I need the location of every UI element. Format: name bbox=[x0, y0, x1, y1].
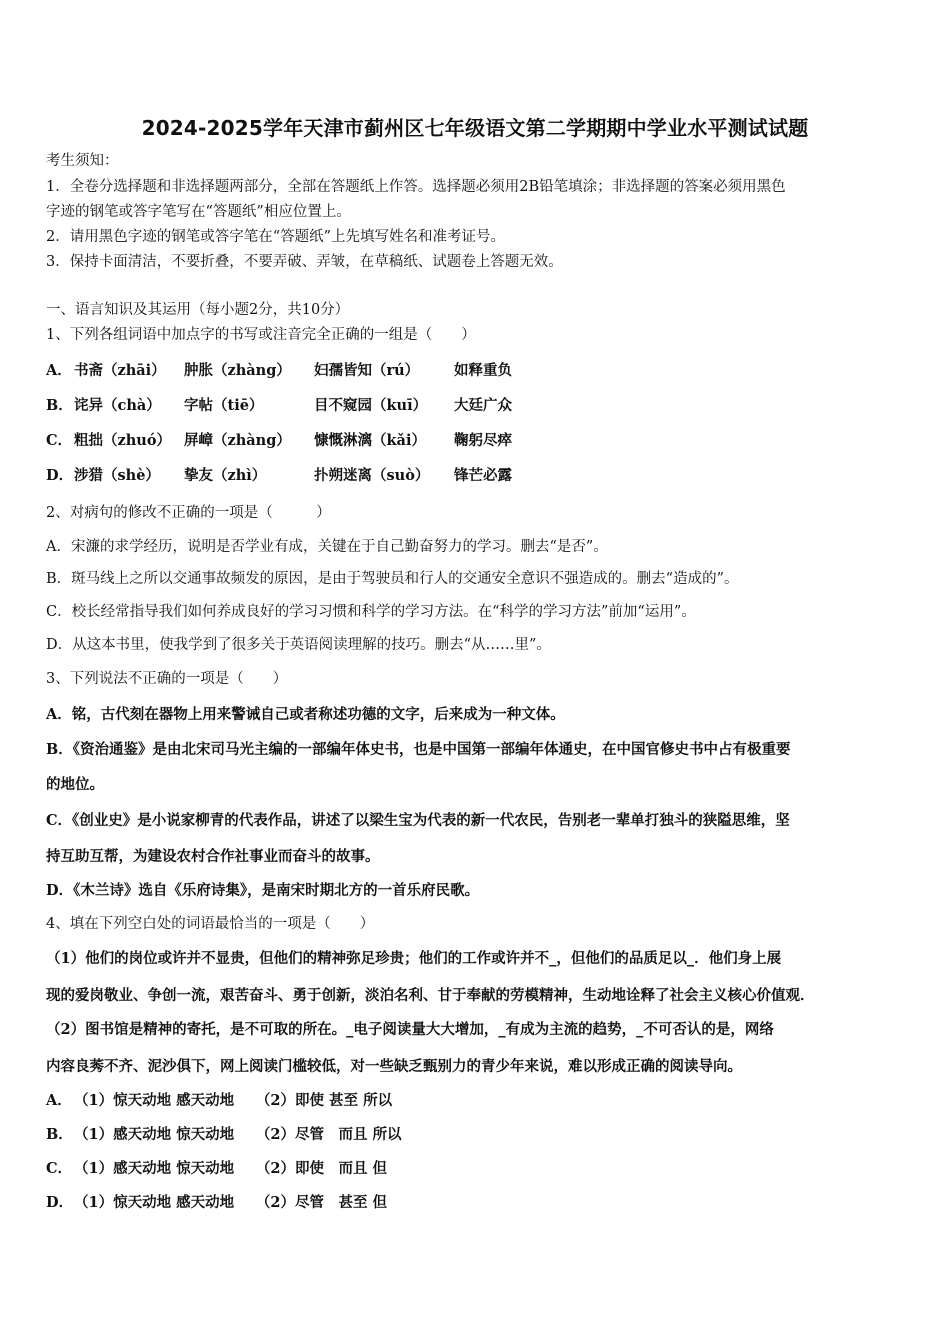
option-text: （1）惊天动地 感天动地 （2）尽管 甚至 但 bbox=[74, 1194, 388, 1211]
word-3: 扑朔迷离（suò） bbox=[314, 467, 430, 484]
option-letter: B． bbox=[46, 1126, 73, 1143]
word-2: 字帖（tiē） bbox=[184, 397, 264, 414]
q3-option-d: D．《木兰诗》选自《乐府诗集》，是南宋时期北方的一首乐府民歌。 bbox=[46, 882, 480, 899]
word-4: 鞠躬尽瘁 bbox=[454, 432, 512, 449]
q1-option-b bbox=[46, 396, 512, 416]
option-text: （1）惊天动地 感天动地 （2）即使 甚至 所以 bbox=[74, 1092, 393, 1109]
word-1: 粗拙（zhuó） bbox=[74, 432, 171, 449]
q4-passage-1-cont: 现的爱岗敬业、争创一流，艰苦奋斗、勇于创新，淡泊名利、甘于奉献的劳模精神，生动地诠释了社会主义核心价值观． bbox=[46, 987, 815, 1004]
notice-heading: 考生须知： bbox=[46, 153, 119, 169]
word-2: 挚友（zhì） bbox=[184, 467, 267, 484]
word-4: 如释重负 bbox=[454, 362, 512, 379]
q3-stem: 3、下列说法不正确的一项是（ ） bbox=[46, 671, 288, 687]
word-4: 锋芒必露 bbox=[454, 467, 512, 484]
word-1: 诧异（chà） bbox=[74, 397, 161, 414]
word-3: 妇孺皆知（rú） bbox=[314, 362, 420, 379]
q3-option-c-cont: 持互助互帮，为建设农村合作社事业而奋斗的故事。 bbox=[46, 848, 380, 865]
page-title: 2024-2025学年天津市蓟州区七年级语文第二学期期中学业水平测试试题 bbox=[141, 116, 809, 140]
q4-passage-2-cont: 内容良莠不齐、泥沙俱下，网上阅读门槛较低，对一些缺乏甄别力的青少年来说，难以形成正确的阅读导向。 bbox=[46, 1058, 742, 1075]
word-4: 大廷广众 bbox=[454, 397, 512, 414]
q4-option-c bbox=[46, 1159, 387, 1179]
word-1: 书斋（zhāi） bbox=[74, 362, 166, 379]
option-letter: A． bbox=[46, 362, 72, 379]
q4-option-a bbox=[46, 1091, 392, 1111]
notice-item-1-cont: 字迹的钢笔或答字笔写在“答题纸”相应位置上。 bbox=[46, 204, 351, 220]
word-3: 慷慨淋漓（kǎi） bbox=[314, 432, 426, 449]
option-letter: C． bbox=[46, 1160, 73, 1177]
q4-passage-2: （2）图书馆是精神的寄托，是不可取的所在。_电子阅读量大大增加，_有成为主流的趋势，_不可否认的是，网络 bbox=[46, 1021, 774, 1038]
option-text: （1）感天动地 惊天动地 （2）尽管 而且 所以 bbox=[74, 1126, 402, 1143]
option-text: （1）感天动地 惊天动地 （2）即使 而且 但 bbox=[74, 1160, 388, 1177]
option-letter: D． bbox=[46, 467, 74, 484]
q4-option-d bbox=[46, 1193, 387, 1213]
option-letter: B． bbox=[46, 397, 73, 414]
word-2: 肿胀（zhàng） bbox=[184, 362, 291, 379]
q1-option-d bbox=[46, 466, 512, 486]
q1-option-c bbox=[46, 431, 512, 451]
q4-stem: 4、填在下列空白处的词语最恰当的一项是（ ） bbox=[46, 916, 375, 932]
q2-option-c: C．校长经常指导我们如何养成良好的学习习惯和科学的学习方法。在“科学的学习方法”前加“运用”。 bbox=[46, 604, 696, 620]
q1-stem: 1、下列各组词语中加点字的书写或注音完全正确的一组是（ ） bbox=[46, 327, 476, 343]
q2-option-b: B．斑马线上之所以交通事故频发的原因，是由于驾驶员和行人的交通安全意识不强造成的。删去“造成的”。 bbox=[46, 571, 739, 587]
q2-option-d: D．从这本书里，使我学到了很多关于英语阅读理解的技巧。删去“从……里”。 bbox=[46, 637, 551, 653]
q3-option-a: A．铭，古代刻在器物上用来警诫自己或者称述功德的文字，后来成为一种文体。 bbox=[46, 706, 565, 723]
section-heading: 一、语言知识及其运用（每小题2分，共10分） bbox=[46, 302, 350, 318]
q2-option-a: A．宋濂的求学经历，说明是否学业有成，关键在于自己勤奋努力的学习。删去“是否”。 bbox=[46, 539, 608, 555]
option-letter: A． bbox=[46, 1092, 72, 1109]
q1-option-a bbox=[46, 361, 512, 381]
word-1: 涉猎（shè） bbox=[74, 467, 160, 484]
q3-option-b-cont: 的地位。 bbox=[46, 776, 104, 793]
notice-item-3: 3．保持卡面清洁，不要折叠，不要弄破、弄皱，在草稿纸、试题卷上答题无效。 bbox=[46, 254, 563, 270]
option-letter: D． bbox=[46, 1194, 74, 1211]
word-3: 目不窥园（kuī） bbox=[314, 397, 428, 414]
q3-option-b: B．《资治通鉴》是由北宋司马光主编的一部编年体史书，也是中国第一部编年体通史，在中国官修史书中占有极重要 bbox=[46, 741, 791, 758]
word-2: 屏嶂（zhàng） bbox=[184, 432, 291, 449]
q4-option-b bbox=[46, 1125, 402, 1145]
q4-passage-1: （1）他们的岗位或许并不显贵，但他们的精神弥足珍贵；他们的工作或许并不_，但他们的品质足以_．他们身上展 bbox=[46, 950, 782, 967]
q3-option-c: C．《创业史》是小说家柳青的代表作品，讲述了以梁生宝为代表的新一代农民，告别老一辈单打独斗的狭隘思维，坚 bbox=[46, 812, 790, 829]
notice-item-1: 1．全卷分选择题和非选择题两部分，全部在答题纸上作答。选择题必须用2B铅笔填涂；非选择题的答案必须用黑色 bbox=[46, 179, 786, 195]
q2-stem: 2、对病句的修改不正确的一项是（ ） bbox=[46, 505, 331, 521]
notice-item-2: 2．请用黑色字迹的钢笔或答字笔在“答题纸”上先填写姓名和准考证号。 bbox=[46, 229, 506, 245]
option-letter: C． bbox=[46, 432, 73, 449]
